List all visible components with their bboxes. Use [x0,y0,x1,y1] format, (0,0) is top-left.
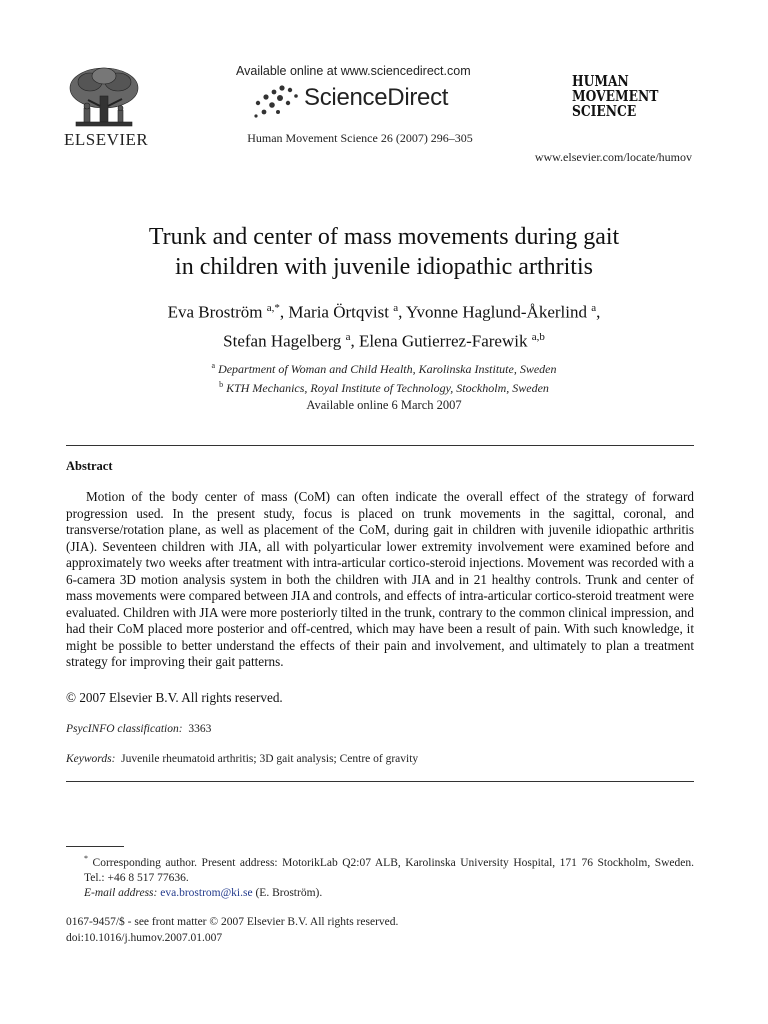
front-matter-info [66,914,398,946]
footnote-text: Corresponding author. Present address: MotorikLab Q2:07 ALB, Karolinska University Hospital, 171 76 Stockholm, Sweden. Tel.: +46 8 517 77636. [84,856,694,884]
author-separator: , [596,302,601,322]
journal-logo-line: HUMAN [572,72,629,90]
affiliation-text: KTH Mechanics, Royal Institute of Technology, Stockholm, Sweden [226,381,549,395]
divider-bottom [66,781,694,782]
author-name[interactable]: Maria Örtqvist [288,302,389,322]
corresponding-author-footnote [66,851,694,901]
journal-logo [572,72,659,120]
footnote-email-line [66,886,694,901]
author-affil-sup[interactable]: a [591,302,597,314]
keywords-value: Juvenile rheumatoid arthritis; 3D gait analysis; Centre of gravity [121,753,419,765]
email-suffix: (E. Broström). [255,886,323,899]
author-line [40,325,728,354]
elsevier-logo [64,66,149,149]
author-affil-sup[interactable]: a,b [531,330,545,343]
keywords [66,753,418,765]
affiliation-item [40,377,728,396]
author-line [40,296,728,325]
divider-top [66,445,694,446]
author-name[interactable]: Elena Gutierrez-Farewik [358,331,528,351]
abstract-copyright: © 2007 Elsevier B.V. All rights reserved. [66,690,283,705]
title-line: in children with juvenile idiopathic arthritis [175,254,593,280]
author-separator: , [350,331,359,351]
publisher-name: ELSEVIER [64,130,149,149]
footnote-rule [66,846,124,847]
author-list [40,296,728,353]
journal-logo-line: MOVEMENT [572,87,659,105]
sciencedirect-wordmark: ScienceDirect [304,84,449,111]
sciencedirect-logo[interactable] [236,80,486,120]
classification-label: PsycINFO classification: [66,723,183,735]
sciencedirect-dots-icon [252,84,302,120]
author-name[interactable]: Eva Broström [167,302,263,322]
author-separator: , [398,302,406,322]
affiliation-item [40,358,728,377]
doi-link[interactable]: doi:10.1016/j.humov.2007.01.007 [66,932,223,944]
classification-value: 3363 [188,723,212,735]
journal-citation: Human Movement Science 26 (2007) 296–305 [247,131,473,145]
affiliation-text: Department of Woman and Child Health, Karolinska Institute, Sweden [218,362,557,376]
issn-line: 0167-9457/$ - see front matter © 2007 Elsevier B.V. All rights reserved. [66,916,399,928]
author-affil-sup[interactable]: a,* [266,302,280,314]
author-affil-sup[interactable]: a [345,330,351,343]
sd-available-text[interactable]: Available online at www.sciencedirect.com [236,64,471,78]
title-line: Trunk and center of mass movements during gait [148,224,620,250]
article-title [40,222,728,282]
affiliation-sup: a [211,361,216,370]
available-online-date: Available online 6 March 2007 [306,398,462,412]
author-separator: , [279,302,289,322]
abstract-text: Motion of the body center of mass (CoM) can often indicate the overall effect of the strategy of forward progression used. In the present study, focus is placed on trunk movements in the sagittal, coronal, and transverse/rotation plane, as well as placement of the CoM, during gait in children with juvenile idiopathic arthritis (JIA). Seventeen children with JIA, all with polyarticular lower extremity involvement were examined before and approximately two weeks after treatment with intra-articular cortico-steroid injections. Movement was recorded with a 6-camera 3D motion analysis system in both the children with JIA and in 21 healthy controls. Trunk and center of mass movements were compared between JIA and controls, and effects of intra-articular cortico-steroid treatment were evaluated. Children with JIA were more posteriorly tilted in the trunk, contrary to the common clinical impression, and had their CoM placed more posterior and off-centred, which may have been a result of pain. With such knowledge, it might be possible to better understand the effects of their pain and involvement, and ultimately to plan a treatment strategy for improving their gait patterns. [66,489,694,669]
author-affil-sup[interactable]: a [393,302,399,314]
email-link[interactable]: eva.brostrom@ki.se [160,886,253,899]
sciencedirect-block [236,64,486,120]
footnote-text-block [66,851,694,886]
author-name[interactable]: Stefan Hagelberg [223,331,342,351]
footnote-marker: * [84,854,88,863]
elsevier-tree-icon [64,66,144,128]
keywords-label: Keywords: [66,753,116,765]
email-label: E-mail address: [84,886,158,899]
author-name[interactable]: Yvonne Haglund-Åkerlind [405,302,587,322]
affiliation-sup: b [219,380,224,389]
abstract-heading: Abstract [66,459,113,473]
psycinfo-classification [66,723,211,735]
journal-url-link[interactable]: www.elsevier.com/locate/humov [534,150,692,164]
affiliation-list [40,358,728,396]
journal-logo-line: SCIENCE [572,102,637,120]
